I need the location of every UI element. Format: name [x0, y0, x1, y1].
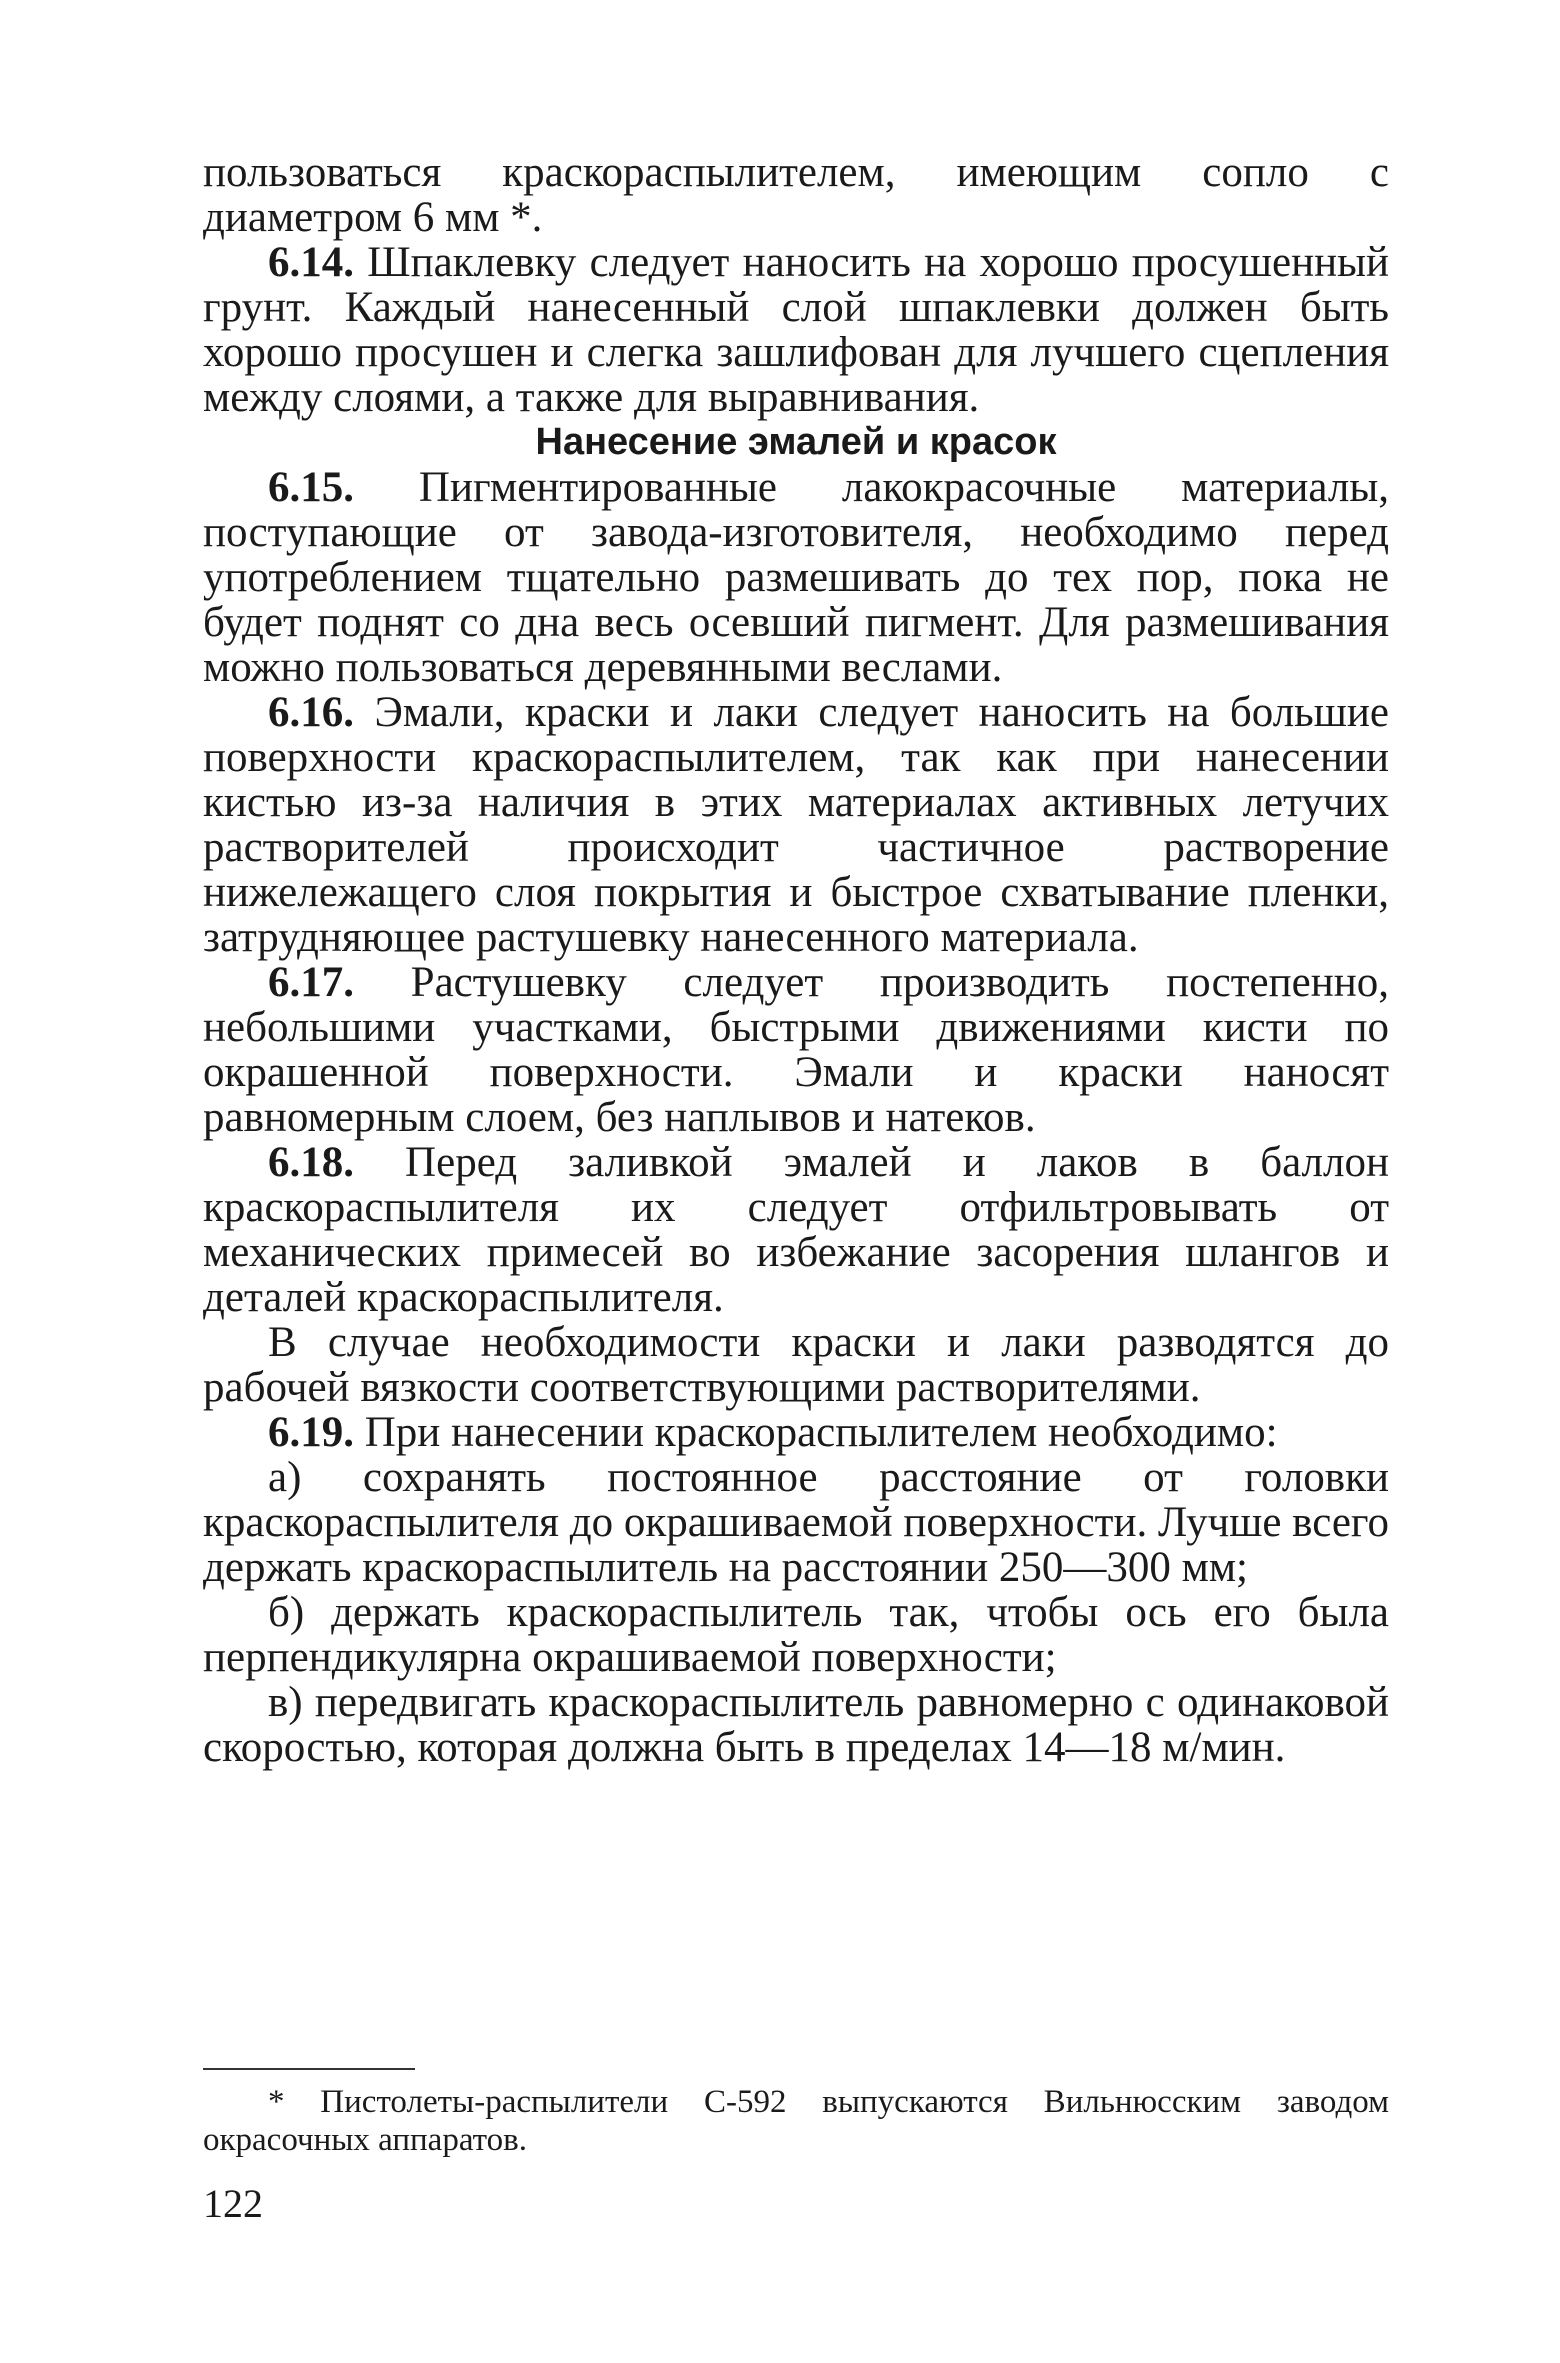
clause-number: 6.18. [268, 1139, 354, 1186]
paragraph-6-18-note: В случае необходимости краски и лаки разводятся до рабочей вязкости соответствующими растворителями. [203, 1319, 1389, 1411]
main-text [203, 150, 1389, 1770]
paragraph-6-16 [203, 690, 1389, 960]
clause-text: Пигментированные лакокрасочные материалы, поступающие от завода-изготовителя, необходимо перед употреблением тщательно размешивать до тех пор, пока не будет поднят со дна весь осевший пигмент. Для размешивания можно пользоваться деревянными веслами. [203, 464, 1389, 691]
footnote: * Пистолеты-распылители С-592 выпускаются Вильнюсским заводом окрасочных аппаратов. [203, 2084, 1389, 2158]
clause-text: Растушевку следует производить постепенно, небольшими участками, быстрыми движениями кисти по окрашенной поверхности. Эмали и краски наносят равномерным слоем, без наплывов и натеков. [203, 959, 1389, 1141]
paragraph-6-14 [203, 240, 1389, 420]
paragraph-6-19 [203, 1410, 1389, 1455]
clause-text: При нанесении краскораспылителем необходимо: [354, 1409, 1278, 1456]
list-item-a: а) сохранять постоянное расстояние от головки краскораспылителя до окрашиваемой поверхности. Лучше всего держать краскораспылитель на расстоянии 250—300 мм; [203, 1454, 1389, 1591]
list-item-b: б) держать краскораспылитель так, чтобы ось его была перпендикулярна окрашиваемой поверхности; [203, 1589, 1389, 1681]
paragraph-6-15 [203, 465, 1389, 690]
clause-number: 6.16. [268, 689, 354, 736]
clause-text: Эмали, краски и лаки следует наносить на большие поверхности краскораспылителем, так как при нанесении кистью из-за наличия в этих материалах активных летучих растворителей происходит частичное растворение нижележащего слоя покрытия и быстрое схватывание пленки, затрудняющее растушевку нанесенного материала. [203, 689, 1389, 961]
paragraph-6-17 [203, 960, 1389, 1140]
clause-text: Перед заливкой эмалей и лаков в баллон краскораспылителя их следует отфильтровывать от механических примесей во избежание засорения шлангов и деталей краскораспылителя. [203, 1139, 1389, 1321]
clause-number: 6.19. [268, 1409, 354, 1456]
clause-number: 6.14. [268, 239, 354, 286]
paragraph-6-18 [203, 1140, 1389, 1320]
clause-text: Шпаклевку следует наносить на хорошо просушенный грунт. Каждый нанесенный слой шпаклевки должен быть хорошо просушен и слегка зашлифован для лучшего сцепления между слоями, а также для выравнивания. [203, 239, 1389, 421]
footnote-divider [203, 2068, 415, 2070]
list-item-c: в) передвигать краскораспылитель равномерно с одинаковой скоростью, которая должна быть в пределах 14—18 м/мин. [203, 1679, 1389, 1771]
clause-number: 6.15. [268, 464, 354, 511]
continuation-paragraph: пользоваться краскораспылителем, имеющим сопло с диаметром 6 мм *. [203, 149, 1389, 241]
section-heading: Нанесение эмалей и красок [535, 421, 1057, 463]
page-number: 122 [203, 2181, 263, 2226]
clause-number: 6.17. [268, 959, 354, 1006]
